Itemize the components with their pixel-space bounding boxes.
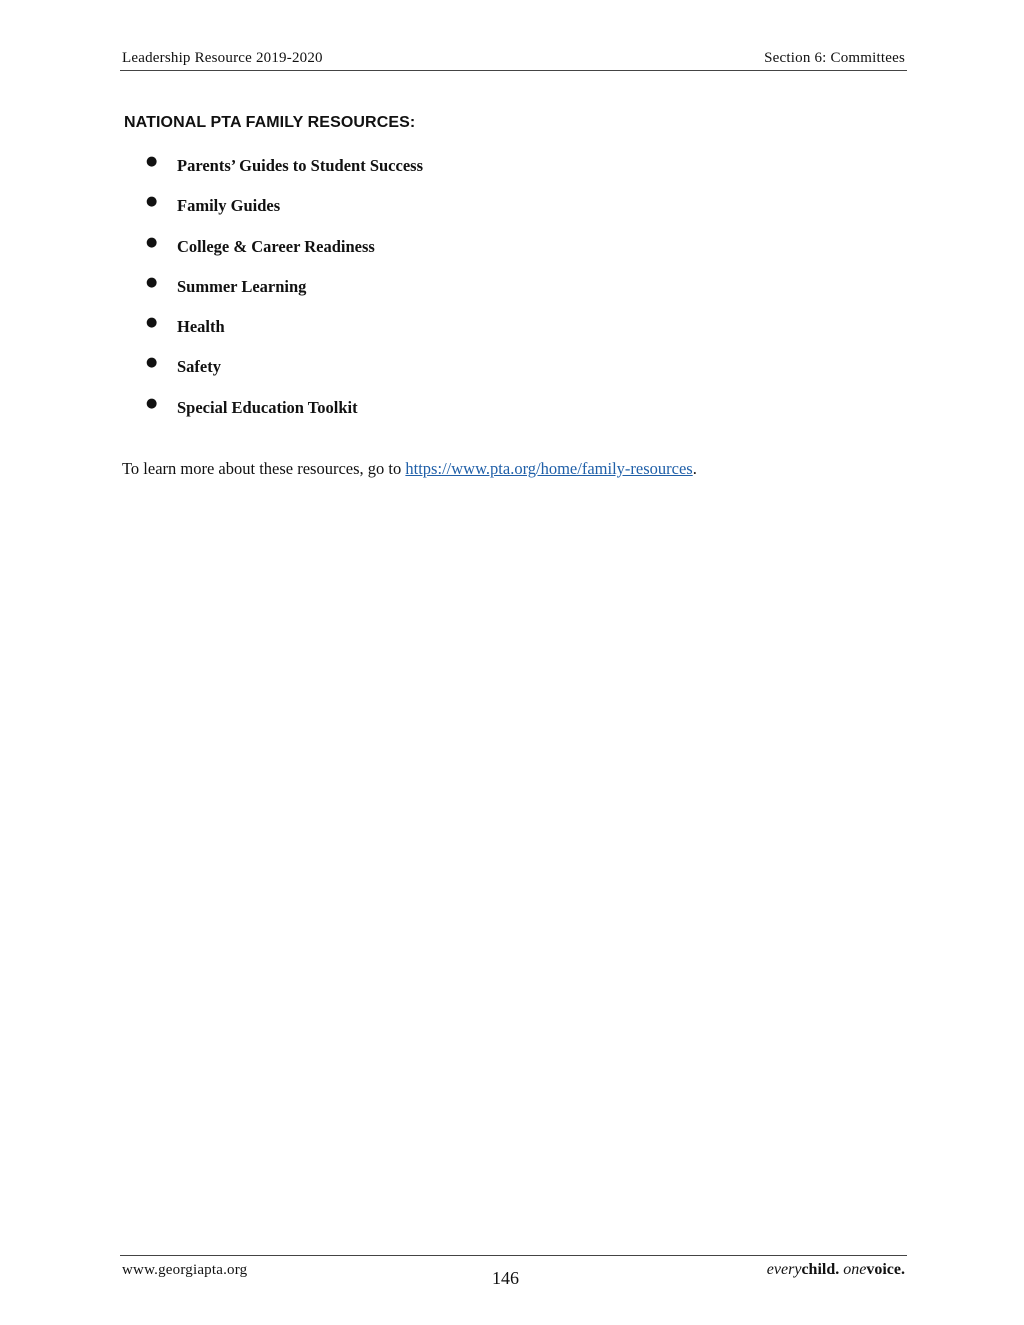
slogan-one: one [839, 1261, 867, 1278]
resource-label: College & Career Readiness [177, 236, 375, 256]
resource-label: Special Education Toolkit [177, 397, 358, 417]
bullet-icon: ● [146, 274, 158, 290]
bullet-icon: ● [146, 315, 158, 331]
footer-website: www.georgiapta.org [122, 1262, 248, 1278]
bullet-icon: ● [146, 355, 158, 371]
learn-more-paragraph [122, 459, 697, 479]
learn-more-prefix: To learn more about these resources, go to [122, 459, 406, 478]
header-document-title: Leadership Resource 2019-2020 [122, 50, 323, 66]
slogan-every: every [766, 1261, 802, 1278]
slogan-voice: voice. [866, 1261, 905, 1278]
resource-label: Parents’ Guides to Student Success [177, 156, 423, 175]
footer-slogan [767, 1261, 905, 1279]
family-resources-link[interactable]: https://www.pta.org/home/family-resources [405, 459, 693, 478]
page-number: 146 [492, 1268, 519, 1288]
bullet-icon: ● [146, 395, 158, 411]
bullet-icon: ● [146, 194, 158, 210]
resource-label: Family Guides [177, 196, 281, 216]
bullet-icon: ● [146, 234, 158, 250]
section-title: NATIONAL PTA FAMILY RESOURCES: [124, 114, 416, 131]
resource-label: Safety [177, 357, 221, 377]
slogan-child: child. [801, 1261, 840, 1278]
resource-label: Summer Learning [177, 276, 307, 296]
header-section-title: Section 6: Committees [764, 50, 905, 66]
page-footer [120, 1255, 907, 1296]
page-header [120, 50, 907, 71]
bullet-icon: ● [146, 154, 158, 169]
learn-more-suffix: . [692, 459, 697, 478]
resource-label: Health [177, 317, 225, 337]
